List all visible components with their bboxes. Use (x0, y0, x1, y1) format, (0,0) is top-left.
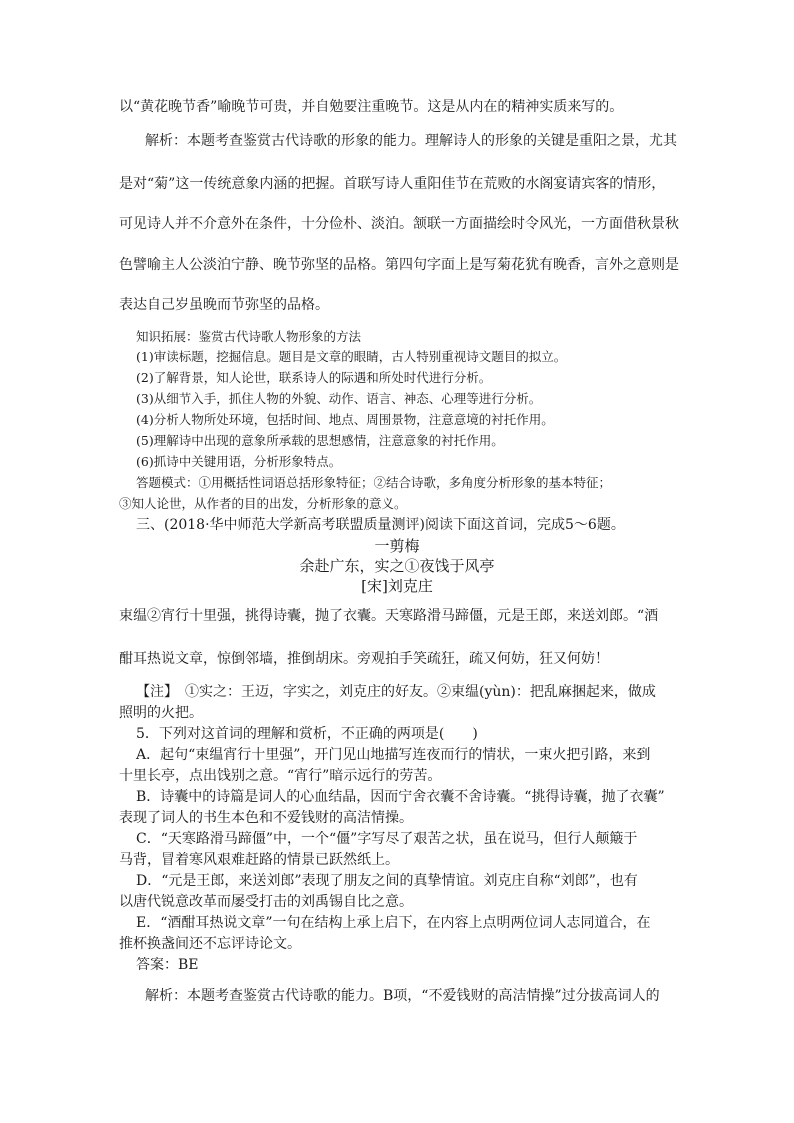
knowledge-item: (6)抓诗中关键用语，分析形象特点。 (136, 454, 342, 469)
answer-pattern: 答题模式：①用概括性词语总括形象特征；②结合诗歌，多角度分析形象的基本特征； (136, 475, 612, 490)
option-a: 十里长亭，点出饯别之意。“宵行”暗示远行的劳苦。 (119, 768, 442, 784)
option-e: 推杯换盏间还不忘评诗论文。 (119, 936, 301, 952)
analysis-line: 可见诗人并不介意外在条件，十分俭朴、淡泊。颔联一方面描绘时令风光，一方面借秋景秋 (119, 216, 679, 232)
option-d: D．“元是王郎，来送刘郎”表现了朋友之间的真挚情谊。刘克庄自称“刘郎”，也有 (136, 873, 638, 889)
analysis-line: 解析：本题考查鉴赏古代诗歌的形象的能力。理解诗人的形象的关键是重阳之景，尤其 (145, 133, 677, 149)
analysis-line: 是对“菊”这一传统意象内涵的把握。首联写诗人重阳佳节在荒败的水阁宴请宾客的情形， (119, 176, 666, 192)
question-stem: 5．下列对这首词的理解和赏析，不正确的两项是( ) (136, 726, 478, 742)
knowledge-item: (4)分析人物所处环境，包括时间、地点、周围景物，注意意境的衬托作用。 (136, 412, 554, 427)
option-c: C．“天寒路滑马蹄僵”中，一个“僵”字写尽了艰苦之状，虽在说马，但行人颠簸于 (136, 831, 638, 847)
poem-author: [宋]刘克庄 (361, 577, 433, 595)
section-heading: 三、(2018·华中师范大学新高考联盟质量测评)阅读下面这首词，完成5～6题。 (136, 517, 625, 533)
knowledge-item: (5)理解诗中出现的意象所承载的思想感情，注意意象的衬托作用。 (136, 433, 504, 448)
answer: 答案：BE (136, 957, 199, 973)
option-e: E．“酒酣耳热说文章”一句在结构上承上启下，在内容上点明两位词人志同道合，在 (136, 915, 651, 931)
analysis-line: 表达自己岁虽晚而节弥坚的品格。 (119, 297, 329, 313)
knowledge-heading: 知识拓展：鉴赏古代诗歌人物形象的方法 (136, 329, 362, 344)
option-c: 马背，冒着寒风艰难赶路的情景已跃然纸上。 (119, 852, 399, 868)
analysis-line: 解析：本题考查鉴赏古代诗歌的能力。B项，“不爱钱财的高洁情操”过分拔高词人的 (145, 988, 660, 1004)
poem-text-line: 束缊②宵行十里强，挑得诗囊，抛了衣囊。天寒路滑马蹄僵，元是王郎，来送刘郎。“酒 (119, 608, 659, 624)
poem-subtitle: 余赴广东，实之①夜饯于风亭 (299, 557, 495, 575)
poem-notes: 【注】 ①实之：王迈，字实之，刘克庄的好友。②束缊(yùn)：把乱麻捆起来，做成 (136, 684, 656, 700)
option-b: 表现了词人的书生本色和不爱钱财的高洁情操。 (119, 810, 413, 826)
paragraph-line: 以“黄花晚节香”喻晚节可贵，并自勉要注重晚节。这是从内在的精神实质来写的。 (119, 99, 624, 115)
option-b: B．诗囊中的诗篇是词人的心血结晶，因而宁舍衣囊不舍诗囊。“挑得诗囊，抛了衣囊” (136, 789, 665, 805)
knowledge-item: (1)审读标题，挖掘信息。题目是文章的眼睛，古人特别重视诗文题目的拟立。 (136, 349, 567, 364)
poem-text-line: 酣耳热说文章，惊倒邻墙，推倒胡床。旁观拍手笑疏狂，疏又何妨，狂又何妨！ (119, 651, 609, 667)
option-d: 以唐代锐意改革而屡受打击的刘禹锡自比之意。 (119, 894, 413, 910)
knowledge-item: (3)从细节入手，抓住人物的外貌、动作、语言、神态、心理等进行分析。 (136, 391, 542, 406)
poem-title: 一剪梅 (374, 537, 420, 555)
analysis-line: 色譬喻主人公淡泊宁静、晚节弥坚的品格。第四句字面上是写菊花犹有晚香，言外之意则是 (119, 257, 679, 273)
answer-pattern: ③知人论世，从作者的目的出发，分析形象的意义。 (119, 496, 407, 511)
option-a: A．起句“束缊宵行十里强”，开门见山地描写连夜而行的情状，一束火把引路，来到 (136, 747, 651, 763)
knowledge-item: (2)了解背景，知人论世，联系诗人的际遇和所处时代进行分析。 (136, 370, 492, 385)
poem-notes: 照明的火把。 (119, 705, 203, 721)
